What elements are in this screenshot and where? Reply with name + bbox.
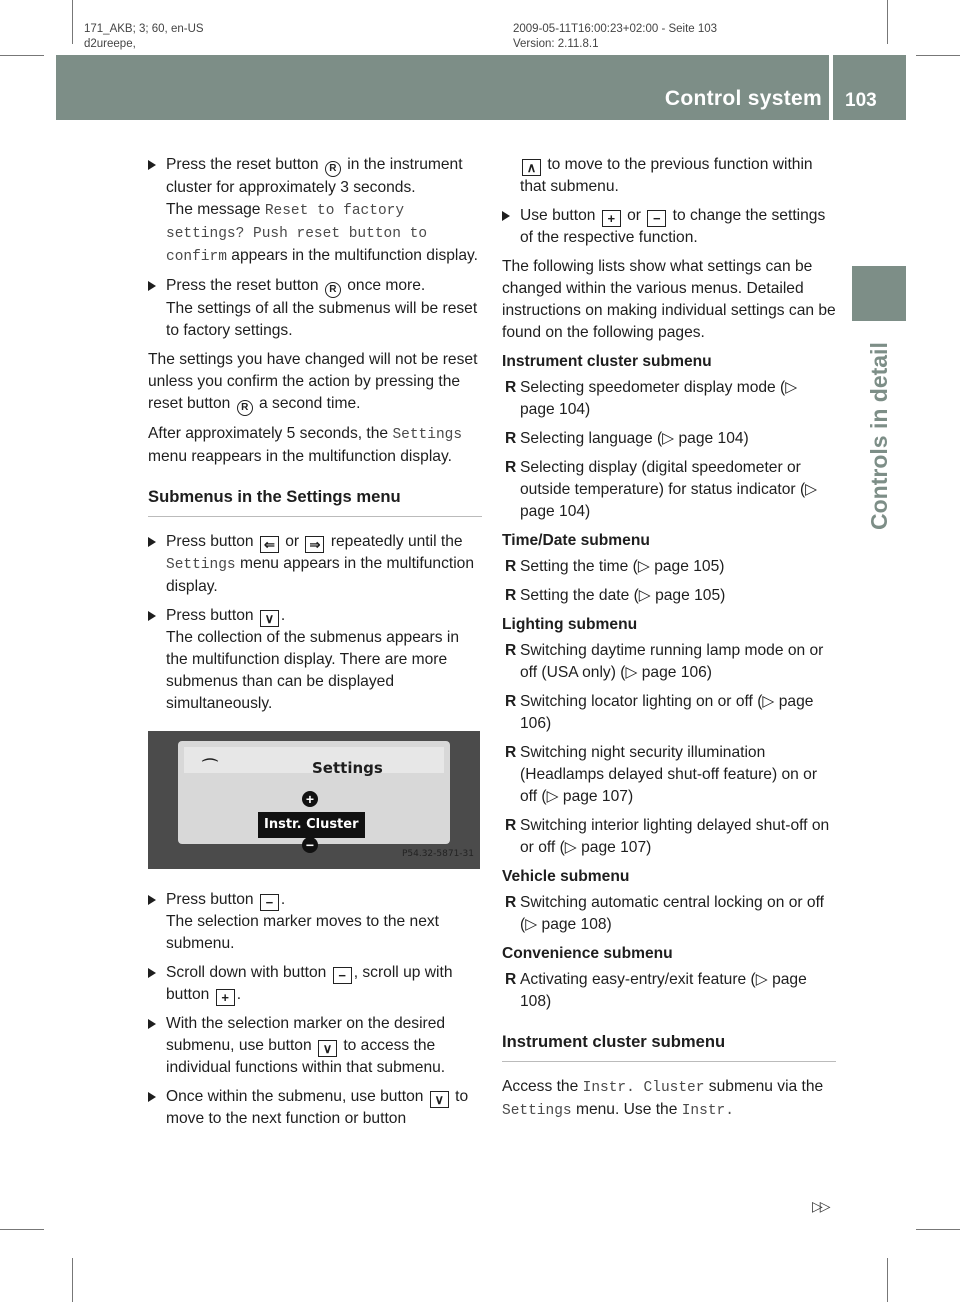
- print-meta-left: [84, 22, 204, 52]
- bullet-icon: R: [505, 587, 517, 604]
- list-item: [502, 428, 836, 450]
- step-arrow-icon: [148, 895, 156, 905]
- step-arrow-icon: [148, 160, 156, 170]
- para-text: submenu via the: [708, 1078, 824, 1095]
- step-text: Press button: [166, 607, 254, 624]
- list-item-text: Selecting language (▷ page 104): [520, 430, 749, 447]
- display-message: Settings: [392, 427, 463, 443]
- instruction-step: [148, 605, 482, 715]
- bullet-icon: R: [505, 642, 517, 659]
- para-text: The settings you have changed will not be reset unless you confirm the action by pressing the reset button: [148, 351, 478, 412]
- minus-icon: −: [302, 837, 318, 853]
- list-item-text: Switching locator lighting on or off (▷ page 106): [520, 693, 814, 732]
- step-arrow-icon: [148, 537, 156, 547]
- submenu-heading: Convenience submenu: [502, 945, 673, 962]
- instruction-step: [148, 531, 482, 598]
- step-text: Press the reset button: [166, 277, 319, 294]
- instruction-step: [148, 889, 482, 955]
- left-column: [148, 154, 482, 1137]
- display-top-bar: [184, 747, 444, 777]
- list-item: [502, 585, 836, 607]
- step-text: in the instrument cluster for approximately 3 seconds.: [166, 156, 463, 196]
- step-text: Use button: [520, 207, 596, 224]
- display-message: Reset to factory settings? Push reset button to confirm: [166, 203, 428, 265]
- step-arrow-icon: [148, 1092, 156, 1102]
- instrument-display-figure: [148, 731, 480, 869]
- instruction-step: [148, 275, 482, 342]
- submenu-heading: Vehicle submenu: [502, 868, 630, 885]
- step-text: Scroll down with button: [166, 964, 327, 981]
- display-title: Settings: [312, 759, 383, 777]
- list-item: [502, 892, 836, 936]
- section-heading: Submenus in the Settings menu: [148, 486, 482, 517]
- para-text: a second time.: [259, 395, 361, 412]
- bullet-icon: R: [505, 971, 517, 988]
- print-meta-line: Version: 2.11.8.1: [513, 38, 599, 50]
- paragraph: [148, 349, 482, 416]
- step-text: The settings of all the submenus will be reset to factory settings.: [166, 300, 478, 339]
- plus-button-icon: +: [216, 989, 235, 1006]
- print-meta-line: 171_AKB; 3; 60, en-US: [84, 23, 204, 35]
- step-text: appears in the multifunction display.: [231, 247, 479, 264]
- crop-mark: [916, 55, 960, 56]
- page-title: Control system: [664, 87, 822, 110]
- display-message: Settings: [166, 557, 236, 573]
- list-item-text: Switching night security illumination (Headlamps delayed shut-off feature) on or off (▷ page 107): [520, 744, 818, 805]
- step-text: .: [236, 986, 242, 1003]
- bullet-icon: R: [505, 817, 517, 834]
- crop-mark: [887, 1258, 888, 1302]
- figure-ref-code: P54.32-5871-31: [401, 849, 474, 859]
- step-arrow-icon: [148, 1019, 156, 1029]
- bullet-icon: R: [505, 693, 517, 710]
- section-heading: Instrument cluster submenu: [502, 1031, 836, 1062]
- bullet-icon: R: [505, 744, 517, 761]
- step-text: or: [627, 207, 641, 224]
- bullet-icon: R: [505, 379, 517, 396]
- instruction-step: [148, 1086, 482, 1130]
- menu-left-icon: ⇐: [260, 536, 279, 553]
- para-text: menu reappears in the multifunction display.: [148, 448, 452, 465]
- step-continuation: [502, 154, 836, 198]
- right-column: [502, 154, 836, 1129]
- step-text: Press button: [166, 891, 254, 908]
- step-text: to access the individual functions within that submenu.: [166, 1037, 446, 1076]
- crop-mark: [72, 0, 73, 44]
- arrow-down-icon: ∨: [318, 1040, 337, 1057]
- crop-mark: [0, 55, 44, 56]
- step-arrow-icon: [502, 211, 510, 221]
- step-text: or: [285, 533, 300, 550]
- list-item-text: Activating easy-entry/exit feature (▷ page 108): [520, 971, 807, 1010]
- bullet-icon: R: [505, 459, 517, 476]
- list-item: [502, 969, 836, 1013]
- bullet-icon: R: [505, 894, 517, 911]
- step-text: .: [280, 891, 286, 908]
- step-text: The selection marker moves to the next submenu.: [166, 913, 440, 952]
- step-text: to change the settings of the respective function.: [520, 207, 826, 246]
- side-section-label: [866, 110, 893, 530]
- list-item-text: Switching daytime running lamp mode on or off (USA only) (▷ page 106): [520, 642, 824, 681]
- submenu-heading: Lighting submenu: [502, 616, 638, 633]
- display-screen: [178, 741, 450, 853]
- step-text: Press button: [166, 533, 254, 550]
- list-item-text: Setting the time (▷ page 105): [520, 558, 725, 575]
- list-item: [502, 556, 836, 578]
- selected-submenu: Instr. Cluster: [258, 812, 365, 838]
- print-meta-right: [513, 22, 717, 52]
- arrow-down-icon: ∨: [430, 1091, 449, 1108]
- list-item: [502, 457, 836, 523]
- side-section-text: Controls in detail: [866, 342, 892, 530]
- display-message: Instr. Cluster: [582, 1080, 705, 1096]
- continue-page-icon: ▷▷: [812, 1198, 828, 1214]
- paragraph: [502, 1076, 836, 1122]
- minus-button-icon: −: [647, 210, 666, 227]
- step-text: The collection of the submenus appears in the multifunction display. There are more submenus than can be displayed simultaneously.: [166, 629, 459, 712]
- crop-mark: [72, 1258, 73, 1302]
- list-item-text: Selecting display (digital speedometer or outside temperature) for status indicator (▷ page 104): [520, 459, 818, 520]
- list-item: [502, 377, 836, 421]
- reset-button-icon: R: [325, 161, 341, 177]
- submenu-heading: Time/Date submenu: [502, 532, 650, 549]
- plus-icon: +: [302, 791, 318, 807]
- submenu-heading: Instrument cluster submenu: [502, 353, 712, 370]
- print-meta-line: d2ureepe,: [84, 38, 136, 50]
- crop-mark: [887, 0, 888, 44]
- list-item: [502, 691, 836, 735]
- instruction-step: [148, 1013, 482, 1079]
- step-text: , scroll up with button: [166, 964, 453, 1003]
- step-arrow-icon: [148, 281, 156, 291]
- step-text: Once within the submenu, use button: [166, 1088, 424, 1105]
- arrow-up-icon: ∧: [522, 159, 541, 176]
- display-message: Instr.: [681, 1103, 734, 1119]
- para-text: Access the: [502, 1078, 579, 1095]
- header-separator: [829, 55, 833, 120]
- step-text: With the selection marker on the desired submenu, use button: [166, 1015, 446, 1054]
- step-arrow-icon: [148, 611, 156, 621]
- list-item: [502, 742, 836, 808]
- paragraph: [148, 423, 482, 468]
- plus-button-icon: +: [602, 210, 621, 227]
- list-item-text: Selecting speedometer display mode (▷ page 104): [520, 379, 798, 418]
- arrow-down-icon: ∨: [260, 610, 279, 627]
- crop-mark: [0, 1229, 44, 1230]
- instruction-step: [502, 205, 836, 249]
- list-item-text: Switching interior lighting delayed shut-off on or off (▷ page 107): [520, 817, 830, 856]
- display-message: Settings: [502, 1103, 572, 1119]
- reset-button-icon: R: [237, 400, 253, 416]
- minus-button-icon: −: [260, 894, 279, 911]
- reset-button-icon: R: [325, 282, 341, 298]
- step-text: to move to the next function or button: [166, 1088, 469, 1127]
- step-text: once more.: [347, 277, 426, 294]
- list-item: [502, 815, 836, 859]
- step-text: Press the reset button: [166, 156, 319, 173]
- para-text: menu. Use the: [575, 1101, 678, 1118]
- step-arrow-icon: [148, 968, 156, 978]
- print-meta-line: 2009-05-11T16:00:23+02:00 - Seite 103: [513, 23, 718, 35]
- menu-right-icon: ⇒: [305, 536, 324, 553]
- instruction-step: [148, 154, 482, 268]
- bullet-icon: R: [505, 430, 517, 447]
- gauge-icon: ⌒: [202, 759, 219, 776]
- step-text: menu appears in the multifunction display.: [166, 555, 475, 595]
- step-text: The message: [166, 201, 261, 218]
- crop-mark: [916, 1229, 960, 1230]
- minus-button-icon: −: [333, 967, 352, 984]
- list-item-text: Setting the date (▷ page 105): [520, 587, 726, 604]
- paragraph: The following lists show what settings can be changed within the various menus. Detailed instructions on making individual settings can be found on the following pages.: [502, 258, 836, 341]
- page-number: 103: [845, 90, 877, 111]
- list-item: [502, 640, 836, 684]
- step-text: .: [280, 607, 286, 624]
- para-text: After approximately 5 seconds, the: [148, 425, 389, 442]
- step-text: repeatedly until the: [330, 533, 463, 550]
- step-text: to move to the previous function within that submenu.: [520, 156, 813, 195]
- list-item-text: Switching automatic central locking on or off (▷ page 108): [520, 894, 824, 933]
- instruction-step: [148, 962, 482, 1006]
- bullet-icon: R: [505, 558, 517, 575]
